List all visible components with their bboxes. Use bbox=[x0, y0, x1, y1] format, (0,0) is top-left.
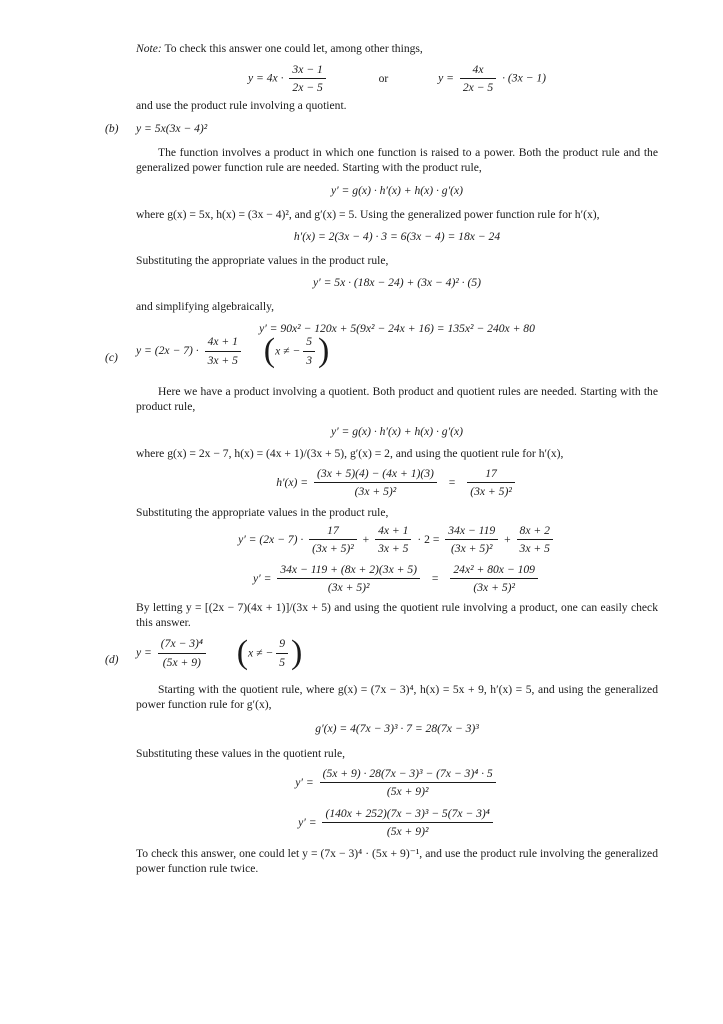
note-label: Note: bbox=[136, 42, 162, 55]
part-d-q1-lhs: y′ = bbox=[295, 776, 314, 790]
part-c-sub1-f4-den: 3x + 5 bbox=[517, 539, 553, 556]
part-d-q1-num: (5x + 9) · 28(7x − 3)³ − (7x − 3)⁴ · 5 bbox=[322, 767, 493, 780]
part-c-hprime-den: (3x + 5)² bbox=[314, 482, 437, 499]
note-equations bbox=[136, 62, 658, 96]
part-c-sub1-f2-den: 3x + 5 bbox=[375, 539, 411, 556]
part-d-label: (d) bbox=[105, 653, 119, 666]
part-d-q2-lhs: y′ = bbox=[298, 816, 317, 830]
note-eq2-fraction bbox=[460, 62, 496, 96]
part-c-hprime-fraction-2 bbox=[467, 466, 515, 500]
part-c-condition-fraction bbox=[303, 334, 315, 368]
part-b-hprime-text: h′(x) = 2(3x − 4) · 3 = 6(3x − 4) = 18x − 24 bbox=[293, 230, 501, 243]
part-d-function-fraction bbox=[158, 636, 206, 670]
part-b-product-rule-text: y′ = g(x) · h′(x) + h(x) · g′(x) bbox=[330, 184, 464, 197]
part-d-q2-num: (140x + 252)(7x − 3)³ − 5(7x − 3)⁴ bbox=[325, 807, 490, 820]
note-eq1-fraction bbox=[289, 62, 325, 96]
note-eq2-num: 4x bbox=[472, 63, 484, 76]
part-b-label: (b) bbox=[105, 122, 119, 135]
part-c-function: y = (2x − 7) · $\frac{4x + 1}{3x + 5}$ (x ≠ − $\frac{5}{3}$ ) bbox=[136, 332, 330, 369]
part-d-paragraph-2: Substituting these values in the quotient rule, bbox=[136, 747, 345, 760]
part-c-sub2-fraction-1 bbox=[277, 562, 420, 596]
part-c-function-fraction bbox=[205, 334, 241, 368]
part-d-q2-den: (5x + 9)² bbox=[322, 822, 492, 839]
part-c-label: (c) bbox=[105, 351, 118, 364]
part-c-sub1-plus-2: + bbox=[504, 533, 511, 547]
part-b-paragraph-2: where g(x) = 5x, h(x) = (3x − 4)², and g′(x) = 5. Using the generalized power function rule for h′(x), bbox=[136, 208, 600, 221]
part-c-hprime bbox=[136, 466, 658, 500]
part-b-hprime bbox=[136, 229, 658, 244]
part-c-sub1-fraction-2 bbox=[375, 523, 411, 557]
note-text: To check this answer one could let, among other things, bbox=[161, 42, 423, 55]
part-c-sub1-f4-num: 8x + 2 bbox=[519, 524, 550, 537]
part-c-sub2-fraction-2 bbox=[450, 562, 538, 596]
part-d-function-num: (7x − 3)⁴ bbox=[160, 637, 203, 651]
note-after: and use the product rule involving a quotient. bbox=[136, 99, 347, 112]
note-eq1 bbox=[248, 62, 329, 96]
part-c-sub1-f3-num: 34x − 119 bbox=[448, 524, 496, 537]
part-d-quotient-1 bbox=[136, 766, 658, 800]
part-c-sub1-f1-den: (3x + 5)² bbox=[309, 539, 357, 556]
note-eq1-num: 3x − 1 bbox=[292, 63, 323, 76]
part-c-hprime-den-2: (3x + 5)² bbox=[467, 482, 515, 499]
part-c-sub2-f2-den: (3x + 5)² bbox=[450, 578, 538, 595]
part-c-paragraph-2: where g(x) = 2x − 7, h(x) = (4x + 1)/(3x + 5), g′(x) = 2, and using the quotient rule for h′(x), bbox=[136, 447, 564, 460]
note-eq2 bbox=[438, 62, 546, 96]
part-d-q1-den: (5x + 9)² bbox=[320, 782, 496, 799]
part-c-condition-den: 3 bbox=[303, 351, 315, 368]
part-c-paragraph-4: By letting y = [(2x − 7)(4x + 1)]/(3x + 5) and using the quotient rule involving a product, one can easily check this answer. bbox=[136, 601, 658, 630]
part-d-q2-fraction bbox=[322, 806, 492, 840]
part-c-paragraph-3: Substituting the appropriate values in the product rule, bbox=[136, 506, 389, 519]
part-d-condition-num: 9 bbox=[279, 637, 285, 651]
note-eq2-lhs: y = bbox=[438, 71, 454, 85]
part-d-function-den: (5x + 9) bbox=[158, 653, 206, 670]
part-c-sub2-lhs: y′ = bbox=[253, 572, 272, 586]
part-c-sub1-f2-num: 4x + 1 bbox=[378, 524, 409, 537]
note-or: or bbox=[378, 72, 389, 86]
part-b-paragraph-1: The function involves a product in which one function is raised to a power. Both the product rule and the generalized power function rule are needed. Starting with the product rule, bbox=[136, 146, 658, 175]
part-c-sub1-fraction-1 bbox=[309, 523, 357, 557]
part-b-paragraph-3: Substituting the appropriate values in the product rule, bbox=[136, 254, 389, 267]
part-b-function-text: y = 5x(3x − 4)² bbox=[136, 122, 208, 135]
part-d-paragraph-3: To check this answer, one could let y = (7x − 3)⁴ · (5x + 9)⁻¹, and use the product rule involving the generalized power function rule twice. bbox=[136, 847, 658, 876]
part-c-hprime-num-2: 17 bbox=[485, 467, 497, 480]
part-c-sub1-plus: + bbox=[362, 533, 370, 547]
part-d-quotient-2 bbox=[136, 806, 658, 840]
part-c-sub2-f1-num: 34x − 119 + (8x + 2)(3x + 5) bbox=[280, 563, 418, 576]
note-intro bbox=[136, 41, 658, 56]
part-c-hprime-num: (3x + 5)(4) − (4x + 1)(3) bbox=[317, 467, 434, 480]
part-c-sub1-times-two: · 2 = bbox=[417, 533, 440, 547]
part-c-sub1-fraction-3 bbox=[445, 523, 498, 557]
part-b-simplified-text: y′ = 90x² − 120x + 5(9x² − 24x + 16) = 135x² − 240x + 80 bbox=[259, 322, 535, 335]
part-c-function-lhs: y = (2x − 7) · bbox=[136, 344, 199, 358]
part-c-hprime-fraction-1 bbox=[314, 466, 437, 500]
note-eq2-den: 2x − 5 bbox=[460, 78, 496, 95]
part-c-hprime-equals: = bbox=[448, 476, 456, 490]
part-c-sub1-f1-num: 17 bbox=[327, 524, 339, 537]
part-c-sub1-lhs: y′ = (2x − 7) · bbox=[238, 533, 304, 547]
part-c-substitution-2 bbox=[136, 562, 658, 596]
note-eq2-rhs: · (3x − 1) bbox=[502, 71, 547, 85]
part-c-function-den: 3x + 5 bbox=[205, 351, 241, 368]
part-c-paragraph-1: Here we have a product involving a quotient. Both product and quotient rules are needed. Starting with the product rule, bbox=[136, 385, 658, 414]
part-d-function: y = $\frac{\text{(7x − 3)⁴}}{(5x + 9)}$ (x ≠ − $\frac{9}{5}$ ) bbox=[136, 634, 303, 671]
part-c-sub1-fraction-4 bbox=[517, 523, 553, 557]
part-b-function bbox=[136, 121, 207, 136]
part-b-paragraph-4: and simplifying algebraically, bbox=[136, 300, 275, 313]
part-c-sub2-f2-num: 24x² + 80x − 109 bbox=[453, 563, 535, 576]
part-d-condition-den: 5 bbox=[276, 653, 288, 670]
note-eq1-lhs: y = 4x · bbox=[247, 71, 284, 85]
part-c-sub2-equals: = bbox=[431, 572, 439, 586]
part-d-condition-fraction bbox=[276, 636, 288, 670]
part-d-gprime-text: g′(x) = 4(7x − 3)³ · 7 = 28(7x − 3)³ bbox=[315, 722, 479, 735]
part-d-q1-fraction bbox=[320, 766, 496, 800]
part-d-function-lhs: y = bbox=[136, 646, 152, 660]
part-d-condition-lhs: x ≠ − bbox=[248, 646, 274, 660]
note-eq1-den: 2x − 5 bbox=[289, 78, 325, 95]
part-d-paragraph-1: Starting with the quotient rule, where g(x) = (7x − 3)⁴, h(x) = 5x + 9, h′(x) = 5, and using the generalized power function rule for g′(x), bbox=[136, 683, 658, 712]
part-b-product-rule bbox=[136, 183, 658, 198]
part-c-substitution-1 bbox=[136, 523, 658, 557]
part-c-condition-lhs: x ≠ − bbox=[275, 344, 301, 358]
part-b-substitution-text: y′ = 5x · (18x − 24) + (3x − 4)² · (5) bbox=[312, 276, 481, 289]
part-b-substitution bbox=[136, 275, 658, 290]
part-d-gprime bbox=[136, 721, 658, 736]
part-c-condition-num: 5 bbox=[306, 335, 313, 349]
part-c-function-num: 4x + 1 bbox=[207, 335, 238, 349]
part-c-hprime-lhs: h′(x) = bbox=[276, 476, 309, 490]
part-c-product-rule bbox=[136, 424, 658, 439]
part-c-sub2-f1-den: (3x + 5)² bbox=[277, 578, 420, 595]
part-c-product-rule-text: y′ = g(x) · h′(x) + h(x) · g′(x) bbox=[330, 425, 464, 438]
part-c-sub1-f3-den: (3x + 5)² bbox=[445, 539, 498, 556]
